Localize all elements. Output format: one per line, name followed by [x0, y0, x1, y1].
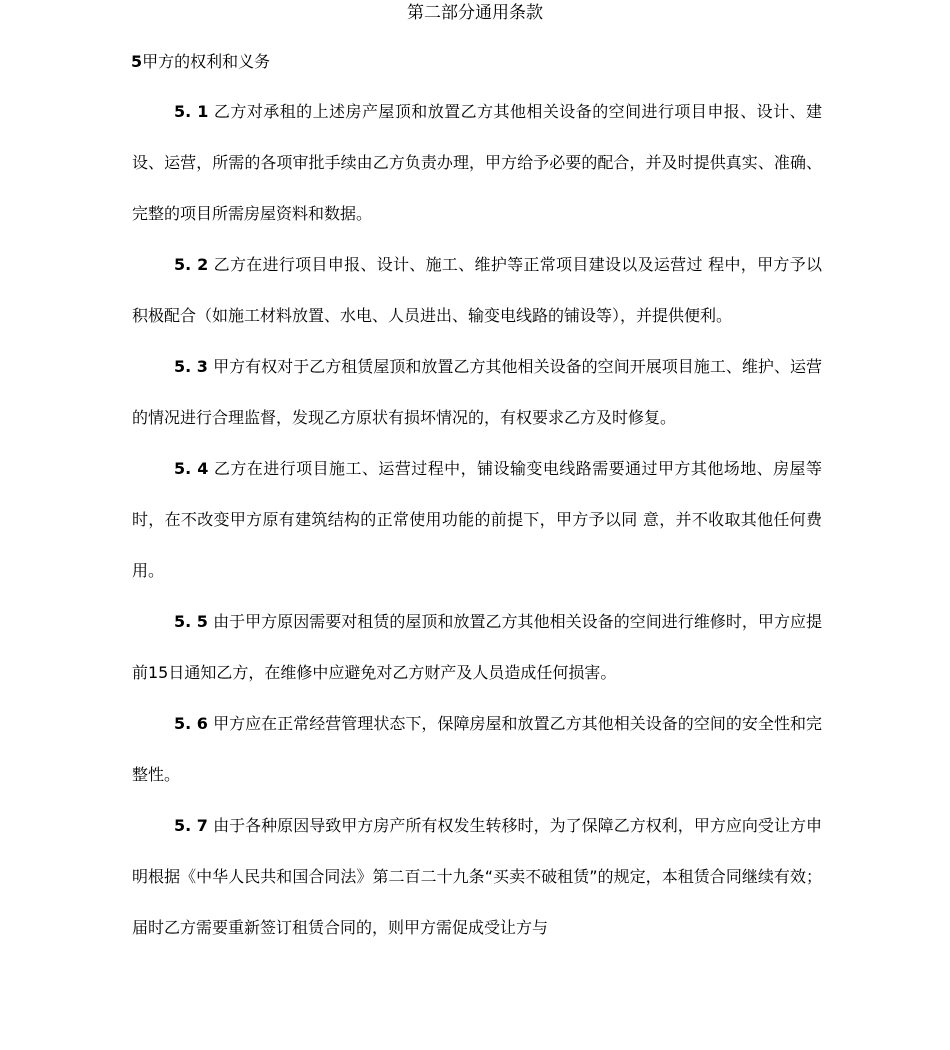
clause-text: 乙方在进行项目施工、运营过程中，铺设输变电线路需要通过甲方其他场地、房屋等时，在不改变甲方原有建筑结构的正常使用功能的前提下，甲方予以同 意，并不收取其他任何费用。 [132, 459, 822, 580]
clause-paragraph [132, 800, 822, 953]
clause-list [132, 86, 822, 953]
section-title: 甲方的权利和义务 [142, 52, 271, 71]
section-heading [131, 51, 270, 73]
clause-text: 甲方应在正常经营管理状态下，保障房屋和放置乙方其他相关设备的空间的安全性和完整性。 [132, 714, 822, 784]
clause-number: 5. 3 [174, 357, 208, 376]
clause-text: 由于各种原因导致甲方房产所有权发生转移时，为了保障乙方权利，甲方应向受让方申明根据《中华人民共和国合同法》第二百二十九条“买卖不破租赁”的规定，本租赁合同继续有效；届时乙方需要重新签订租赁合同的，则甲方需促成受让方与 [132, 816, 822, 937]
clause-paragraph [132, 443, 822, 596]
clause-number: 5. 5 [174, 612, 208, 631]
document-title: 第二部分通用条款 [407, 3, 543, 23]
clause-number: 5. 7 [174, 816, 208, 835]
clause-text: 甲方有权对于乙方租赁屋顶和放置乙方其他相关设备的空间开展项目施工、维护、运营的情况进行合理监督，发现乙方原状有损坏情况的，有权要求乙方及时修复。 [132, 357, 822, 427]
clause-text: 乙方在进行项目申报、设计、施工、维护等正常项目建设以及运营过 程中，甲方予以积极配合（如施工材料放置、水电、人员进出、输变电线路的铺设等），并提供便利。 [132, 255, 823, 325]
clause-paragraph [132, 86, 822, 239]
clause-paragraph [132, 596, 822, 698]
clause-number: 5. 6 [174, 714, 208, 733]
clause-number: 5. 1 [174, 102, 209, 121]
clause-paragraph [132, 698, 822, 800]
clause-paragraph [132, 239, 822, 341]
clause-number: 5. 2 [174, 255, 209, 274]
clause-text: 乙方对承租的上述房产屋顶和放置乙方其他相关设备的空间进行项目申报、设计、建设、运营，所需的各项审批手续由乙方负责办理，甲方给予必要的配合，并及时提供真实、准确、完整的项目所需房屋资料和数据。 [132, 102, 822, 223]
clause-paragraph [132, 341, 822, 443]
clause-number: 5. 4 [174, 459, 209, 478]
clause-text: 由于甲方原因需要对租赁的屋顶和放置乙方其他相关设备的空间进行维修时，甲方应提前15日通知乙方，在维修中应避免对乙方财产及人员造成任何损害。 [132, 612, 822, 682]
section-number: 5 [131, 52, 143, 71]
